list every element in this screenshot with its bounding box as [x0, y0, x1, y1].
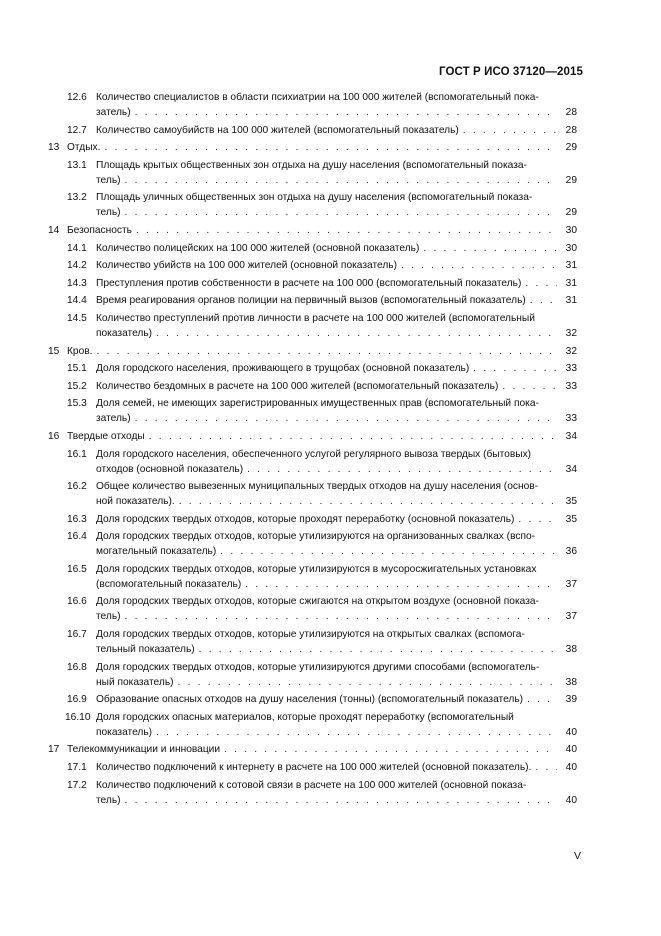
- toc-page-number: 34: [565, 430, 577, 442]
- toc-entry: [0, 123, 661, 138]
- toc-leader-dots: [463, 123, 557, 138]
- toc-leader-dots: [125, 173, 557, 188]
- toc-page-number: 32: [565, 327, 577, 339]
- toc-leader-dots: [149, 429, 557, 444]
- toc-page-number: 40: [565, 744, 577, 756]
- toc-entry: [0, 562, 661, 592]
- toc-leader-dots: [136, 223, 557, 238]
- toc-entry-text: Количество специалистов в области психиатрии на 100 000 жителей (вспомогательный пока-: [96, 92, 539, 103]
- toc-page-number: 31: [565, 260, 577, 272]
- toc-entry-text: могательный показатель): [96, 546, 217, 558]
- toc-page-number: 33: [565, 363, 577, 375]
- toc-entry-text: Преступления против собственности в расчете на 100 000 (вспомогательный показатель): [96, 277, 522, 289]
- toc-leader-dots: [473, 361, 557, 376]
- toc-entry-number: 15.3: [67, 398, 87, 410]
- toc-entry-text: затель): [96, 413, 131, 425]
- toc-entry: [0, 529, 661, 559]
- toc-leader-dots: [135, 411, 557, 426]
- toc-entry-number: 12.6: [67, 92, 87, 103]
- toc-entry-text: Количество подключений к интернету в расчете на 100 000 жителей (основной показатель).: [96, 762, 532, 774]
- toc-entry-text: Доля городских твердых отходов, которые утилизируются в мусоросжигательных установках: [96, 563, 537, 575]
- toc-leader-dots: [104, 140, 557, 155]
- toc-leader-dots: [97, 344, 557, 359]
- toc-entry-text: Доля городских твердых отходов, которые сжигаются на открытом воздухе (основной показа-: [96, 596, 539, 608]
- toc-leader-dots: [125, 205, 557, 220]
- toc-entry: [0, 293, 661, 308]
- toc-entry-number: 16.4: [67, 531, 87, 543]
- table-of-contents: [0, 90, 661, 810]
- toc-entry-number: 16.10: [65, 711, 91, 723]
- toc-entry-text: Площадь уличных общественных зон отдыха на душу населения (вспомогательный показа-: [96, 192, 533, 204]
- toc-entry-text: тельный показатель): [96, 644, 195, 656]
- toc-leader-dots: [179, 494, 557, 509]
- toc-entry-number: 17: [48, 744, 60, 756]
- toc-entry-number: 16.9: [67, 694, 87, 706]
- toc-page-number: 31: [565, 295, 577, 307]
- toc-entry-text: ной показатель).: [96, 496, 175, 508]
- toc-entry-text: Безопасность: [67, 224, 132, 236]
- toc-entry-number: 14.3: [67, 277, 87, 289]
- toc-entry-number: 14.4: [67, 295, 87, 307]
- toc-entry: [0, 241, 661, 256]
- toc-entry-text: Доля семей, не имеющих зарегистрированных имущественных прав (вспомогательный пока-: [96, 398, 539, 410]
- toc-leader-dots: [247, 462, 557, 477]
- toc-page-number: 35: [565, 513, 577, 525]
- toc-page-number: 30: [565, 224, 577, 236]
- toc-entry-number: 16.2: [67, 481, 87, 493]
- toc-entry: [0, 311, 661, 341]
- toc-entry: [0, 692, 661, 707]
- toc-leader-dots: [502, 379, 557, 394]
- toc-entry: [0, 223, 661, 238]
- toc-entry-text: Доля городского населения, обеспеченного услугой регулярного вывоза твердых (бытовых): [96, 448, 532, 460]
- toc-entry: [0, 190, 661, 220]
- toc-entry-number: 15.2: [67, 380, 87, 392]
- toc-page-number: 40: [565, 762, 577, 774]
- toc-entry: [0, 594, 661, 624]
- toc-entry-text: Доля городских твердых отходов, которые утилизируются на организованных свалках (вспо-: [96, 531, 536, 543]
- toc-page-number: 29: [565, 174, 577, 186]
- toc-entry: [0, 479, 661, 509]
- toc-leader-dots: [125, 793, 557, 808]
- toc-entry-text: Доля городских опасных материалов, которые проходят переработку (вспомогательный: [96, 711, 514, 723]
- toc-entry: [0, 742, 661, 757]
- toc-entry: [0, 512, 661, 527]
- toc-entry-text: Доля городского населения, проживающего в трущобах (основной показатель): [96, 363, 470, 375]
- toc-leader-dots: [527, 692, 557, 707]
- toc-leader-dots: [224, 742, 557, 757]
- toc-entry-number: 16.3: [67, 513, 87, 525]
- toc-entry: [0, 660, 661, 690]
- toc-leader-dots: [530, 293, 557, 308]
- toc-leader-dots: [401, 258, 557, 273]
- toc-page-number: 28: [565, 107, 577, 118]
- toc-entry: [0, 379, 661, 394]
- toc-page-number: 29: [565, 142, 577, 154]
- toc-entry-text: (вспомогательный показатель): [96, 578, 242, 590]
- toc-entry-number: 14.2: [67, 260, 87, 272]
- toc-leader-dots: [518, 512, 557, 527]
- toc-entry-number: 16: [48, 430, 60, 442]
- toc-leader-dots: [199, 642, 557, 657]
- toc-entry-text: Время реагирования органов полиции на первичный вызов (вспомогательный показатель): [96, 295, 526, 307]
- toc-entry-text: Количество подключений к сотовой связи в расчете на 100 000 жителей (основной показа-: [96, 779, 527, 791]
- toc-entry-number: 14.5: [67, 312, 87, 324]
- toc-leader-dots: [125, 609, 557, 624]
- toc-entry-number: 16.8: [67, 661, 87, 673]
- toc-entry: [0, 140, 661, 155]
- toc-entry: [0, 158, 661, 188]
- toc-page-number: 32: [565, 345, 577, 357]
- toc-entry-text: ный показатель): [96, 676, 174, 688]
- toc-entry-text: тель): [96, 794, 121, 806]
- toc-page-number: 33: [565, 413, 577, 425]
- toc-page-number: 30: [565, 242, 577, 254]
- toc-page-number: 39: [565, 694, 577, 706]
- toc-entry-text: Кров.: [67, 345, 93, 357]
- toc-entry: [0, 710, 661, 740]
- toc-page-number: 36: [565, 546, 577, 558]
- toc-entry-text: Отдых.: [67, 142, 101, 154]
- toc-entry-number: 16.6: [67, 596, 87, 608]
- toc-entry-number: 13.2: [67, 192, 87, 204]
- toc-entry-text: Твердые отходы: [67, 430, 145, 442]
- toc-entry: [0, 90, 661, 120]
- toc-entry-number: 16.7: [67, 629, 87, 641]
- document-header: ГОСТ Р ИСО 37120—2015: [438, 66, 583, 78]
- toc-entry-text: Доля городских твердых отходов, которые утилизируются на открытых свалках (вспомога-: [96, 629, 525, 641]
- toc-page-number: 35: [565, 496, 577, 508]
- toc-leader-dots: [535, 760, 557, 775]
- toc-leader-dots: [245, 577, 557, 592]
- toc-entry: [0, 447, 661, 477]
- toc-entry-number: 16.5: [67, 563, 87, 575]
- toc-entry-text: тель): [96, 611, 121, 623]
- toc-page-number: 31: [565, 277, 577, 289]
- toc-entry-text: Количество преступлений против личности в расчете на 100 000 жителей (вспомогательный: [96, 312, 535, 324]
- toc-entry: [0, 361, 661, 376]
- toc-entry-number: 14.1: [67, 242, 87, 254]
- toc-entry-text: Телекоммуникации и инновации: [67, 744, 221, 756]
- toc-entry-text: тель): [96, 174, 121, 186]
- toc-page-number: 28: [565, 124, 577, 136]
- toc-entry-number: 12.7: [67, 124, 87, 136]
- toc-entry-number: 17.2: [67, 779, 87, 791]
- toc-leader-dots: [220, 544, 557, 559]
- toc-page-number: 29: [565, 207, 577, 219]
- toc-page-number: 37: [565, 611, 577, 623]
- toc-entry-text: показатель): [96, 327, 153, 339]
- toc-page-number: 40: [565, 794, 577, 806]
- toc-entry: [0, 429, 661, 444]
- toc-entry-text: отходов (основной показатель): [96, 463, 244, 475]
- toc-page-number: 33: [565, 380, 577, 392]
- toc-entry-number: 13: [48, 142, 60, 154]
- toc-entry-text: Доля городских твердых отходов, которые проходят переработку (основной показатель): [96, 513, 515, 525]
- toc-page-number: 38: [565, 644, 577, 656]
- toc-entry: [0, 344, 661, 359]
- toc-leader-dots: [525, 276, 557, 291]
- toc-entry-text: Образование опасных отходов на душу населения (тонны) (вспомогательный показатель): [96, 694, 524, 706]
- toc-entry-number: 15.1: [67, 363, 87, 375]
- toc-entry-text: затель): [96, 107, 131, 118]
- toc-entry: [0, 396, 661, 426]
- toc-entry-text: Количество бездомных в расчете на 100 000 жителей (вспомогательный показатель): [96, 380, 499, 392]
- toc-page-number: 38: [565, 676, 577, 688]
- toc-entry: [0, 760, 661, 775]
- toc-entry: [0, 276, 661, 291]
- toc-entry-text: Количество самоубийств на 100 000 жителей (вспомогательный показатель): [96, 124, 459, 136]
- toc-entry-text: тель): [96, 207, 121, 219]
- toc-entry-text: Площадь крытых общественных зон отдыха на душу населения (вспомогательный показа-: [96, 159, 527, 171]
- toc-leader-dots: [156, 326, 557, 341]
- toc-leader-dots: [423, 241, 557, 256]
- toc-leader-dots: [178, 675, 557, 690]
- page-number: V: [573, 850, 581, 862]
- toc-leader-dots: [135, 105, 557, 120]
- toc-entry-number: 14: [48, 224, 60, 236]
- toc-page-number: 40: [565, 726, 577, 738]
- toc-entry-text: Общее количество вывезенных муниципальных твердых отходов на душу населения (основ-: [96, 481, 539, 493]
- toc-page-number: 37: [565, 578, 577, 590]
- toc-entry-number: 16.1: [67, 448, 87, 460]
- toc-entry-number: 17.1: [67, 762, 87, 774]
- toc-entry-number: 13.1: [67, 159, 87, 171]
- toc-entry: [0, 627, 661, 657]
- toc-entry-text: показатель): [96, 726, 153, 738]
- toc-page-number: 34: [565, 463, 577, 475]
- toc-entry-text: Доля городских твердых отходов, которые утилизируются другими способами (вспомогатель-: [96, 661, 540, 673]
- toc-entry: [0, 778, 661, 808]
- toc-entry-number: 15: [48, 345, 60, 357]
- toc-leader-dots: [156, 725, 557, 740]
- toc-entry-text: Количество полицейских на 100 000 жителей (основной показатель): [96, 242, 420, 254]
- toc-entry: [0, 258, 661, 273]
- toc-entry-text: Количество убийств на 100 000 жителей (основной показатель): [96, 260, 397, 272]
